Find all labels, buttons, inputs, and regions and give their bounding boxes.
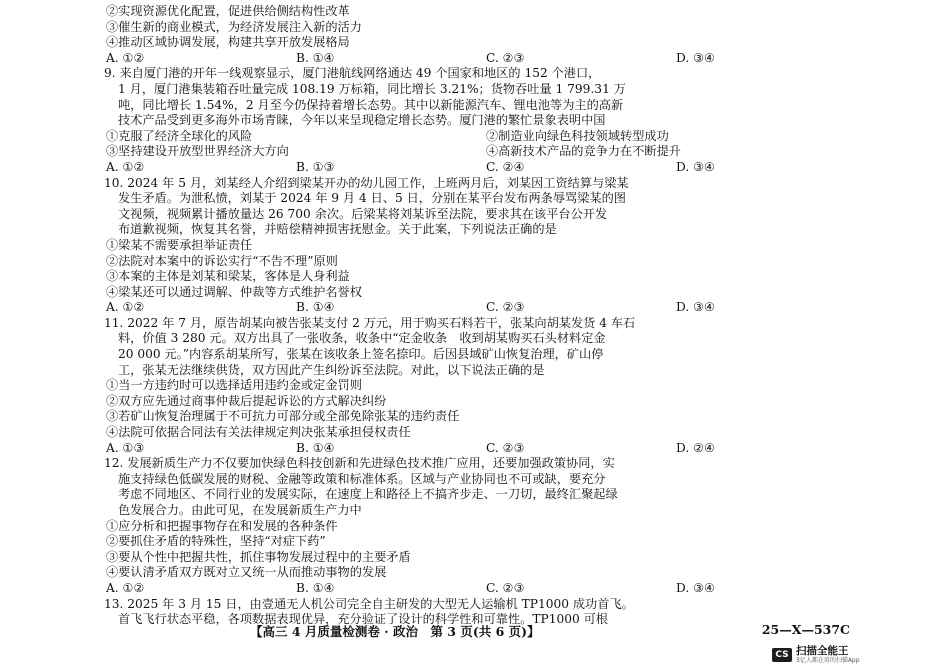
option-3: ③若矿山恢复治理属于不可抗力可部分或全部免除张某的违约责任 xyxy=(106,409,460,424)
option-4: ④梁某还可以通过调解、仲裁等方式维护名誉权 xyxy=(106,284,362,299)
option-row xyxy=(104,129,852,145)
choice-a: A. ①② xyxy=(106,159,145,174)
question-stem-line: 20 000 元。”内容系胡某所写，张某在该收条上签名捺印。后因县域矿山恢复治理，矿山停 xyxy=(118,347,604,362)
option-1: ①应分析和把握事物存在和发展的各种条件 xyxy=(106,518,338,533)
choice-d: D. ③④ xyxy=(676,159,715,174)
exam-page-body xyxy=(104,4,852,628)
question-stem-line: 色发展合力。由此可见，在发展新质生产力中 xyxy=(118,503,362,517)
choice-d: D. ③④ xyxy=(676,300,715,315)
option-2: ②制造业向绿色科技领域转型成功 xyxy=(486,128,669,143)
option-1: ①当一方违约时可以选择适用违约金或定金罚则 xyxy=(106,378,362,393)
choice-b: B. ①④ xyxy=(296,50,335,65)
option-2: ②要抓住矛盾的特殊性，坚持“对症下药” xyxy=(106,534,326,549)
camscanner-logo-icon: CS xyxy=(772,648,792,662)
question-stem-line: 10. 2024 年 5 月，刘某经人介绍到梁某开办的幼儿园工作，上班两月后，刘某因工资结算与梁某 xyxy=(104,175,629,190)
option-2: ②法院对本案中的诉讼实行“不告不理”原则 xyxy=(106,253,338,268)
question-stem-line: 文视频，视频累计播放量达 26 700 余次。后梁某将刘某诉至法院，要求其在该平台公开发 xyxy=(118,206,608,221)
choice-d: D. ③④ xyxy=(676,580,715,595)
watermark-text xyxy=(796,645,860,665)
question-stem-line: 施支持绿色低碳发展的财税、金融等政策和标准体系。区域与产业协同也不可或缺，要充分 xyxy=(118,471,606,486)
question-stem-line: 11. 2022 年 7 月，原告胡某向被告张某支付 2 万元，用于购买石料若干，张某向胡某发货 4 车石 xyxy=(104,315,636,330)
choice-c: C. ②③ xyxy=(486,580,525,595)
option-2: ②双方应先通过商事仲裁后提起诉讼的方式解决纠纷 xyxy=(106,393,387,408)
choice-a: A. ①② xyxy=(106,50,145,65)
option-4: ④要认清矛盾双方既对立又统一从而推动事物的发展 xyxy=(106,565,387,580)
choice-c: C. ②③ xyxy=(486,440,525,455)
scanner-watermark xyxy=(772,645,860,665)
option-line: ③催生新的商业模式，为经济发展注入新的活力 xyxy=(106,19,362,34)
option-4: ④高新技术产品的竞争力在不断提升 xyxy=(486,144,681,159)
question-stem-line: 13. 2025 年 3 月 15 日，由壹通无人机公司完全自主研发的大型无人运输机 TP1000 成功首飞。 xyxy=(104,596,634,611)
choice-d: D. ②④ xyxy=(676,440,715,455)
choice-b: B. ①④ xyxy=(296,580,335,595)
option-3: ③要从个性中把握共性，抓住事物发展过程中的主要矛盾 xyxy=(106,549,411,564)
question-stem-line: 布道歉视频，恢复其名誉，并赔偿精神损害抚慰金。关于此案，下列说法正确的是 xyxy=(118,222,557,237)
choice-c: C. ②④ xyxy=(486,159,525,174)
choice-a: A. ①② xyxy=(106,300,145,315)
question-stem-line: 1 月，厦门港集装箱吞吐量完成 108.19 万标箱，同比增长 3.21%；货物吞吐量 1 799.31 万 xyxy=(118,81,626,96)
option-row xyxy=(104,144,852,160)
question-stem-line: 首飞飞行状态平稳，各项数据表现优异，充分验证了设计的科学性和可靠性。TP1000 可根 xyxy=(118,612,608,627)
question-stem-line: 发生矛盾。为泄私愤，刘某于 2024 年 9 月 4 日、5 日，分别在某平台发布两条辱骂梁某的图 xyxy=(118,191,626,206)
question-stem-line: 考虑不同地区、不同行业的发展实际，在速度上和路径上不搞齐步走、一刀切，最终汇聚起绿 xyxy=(118,487,618,502)
choice-d: D. ③④ xyxy=(676,50,715,65)
answer-choices xyxy=(104,581,852,597)
page-footer xyxy=(250,622,850,640)
question-stem-line: 工，张某无法继续供货，双方因此产生纠纷诉至法院。对此，以下说法正确的是 xyxy=(118,362,545,377)
footer-code: 25—X—537C xyxy=(761,622,850,637)
footer-title: 【高三 4 月质量检测卷 · 政治 第 3 页(共 6 页)】 xyxy=(250,624,540,639)
question-11 xyxy=(104,316,852,456)
question-10 xyxy=(104,176,852,316)
choice-b: B. ①④ xyxy=(296,440,335,455)
answer-choices xyxy=(104,300,852,316)
option-3: ③本案的主体是刘某和梁某，客体是人身利益 xyxy=(106,269,350,284)
question-stem-line: 12. 发展新质生产力不仅要加快绿色科技创新和先进绿色技术推广应用，还要加强政策协同，实 xyxy=(104,456,615,471)
choice-a: A. ①③ xyxy=(106,440,145,455)
question-stem-line: 料，价值 3 280 元。双方出具了一张收条，收条中“定金收条 收到胡某购买石头材料定金 xyxy=(118,331,606,346)
choice-b: B. ①③ xyxy=(296,159,335,174)
option-1: ①克服了经济全球化的风险 xyxy=(106,128,253,143)
choice-b: B. ①④ xyxy=(296,300,335,315)
option-line: ②实现资源优化配置，促进供给侧结构性改革 xyxy=(106,4,350,18)
option-3: ③坚持建设开放型世界经济大方向 xyxy=(106,144,289,159)
watermark-app-name: 扫描全能王 xyxy=(796,645,849,657)
question-stem-line: 技术产品受到更多海外市场青睐，今年以来呈现稳定增长态势。厦门港的繁忙景象表明中国 xyxy=(118,113,606,128)
question-9 xyxy=(104,66,852,175)
option-line: ④推动区域协调发展，构建共享开放发展格局 xyxy=(106,35,350,50)
answer-choices xyxy=(104,160,852,176)
question-12 xyxy=(104,456,852,596)
question-stem-line: 9. 来自厦门港的开年一线观察显示，厦门港航线网络通达 49 个国家和地区的 152 个港口， xyxy=(104,66,601,81)
option-4: ④法院可依据合同法有关法律规定判决张某承担侵权责任 xyxy=(106,425,411,440)
answer-choices xyxy=(104,51,852,67)
choice-a: A. ①② xyxy=(106,580,145,595)
question-stem-line: 吨，同比增长 1.54%，2 月至今仍保持着增长态势。其中以新能源汽车、锂电池等为主的高新 xyxy=(118,97,624,112)
answer-choices xyxy=(104,441,852,457)
choice-c: C. ②③ xyxy=(486,50,525,65)
choice-c: C. ②③ xyxy=(486,300,525,315)
option-1: ①梁某不需要承担举证责任 xyxy=(106,237,253,252)
watermark-tagline: 3亿人都在用的扫描App xyxy=(796,657,860,664)
